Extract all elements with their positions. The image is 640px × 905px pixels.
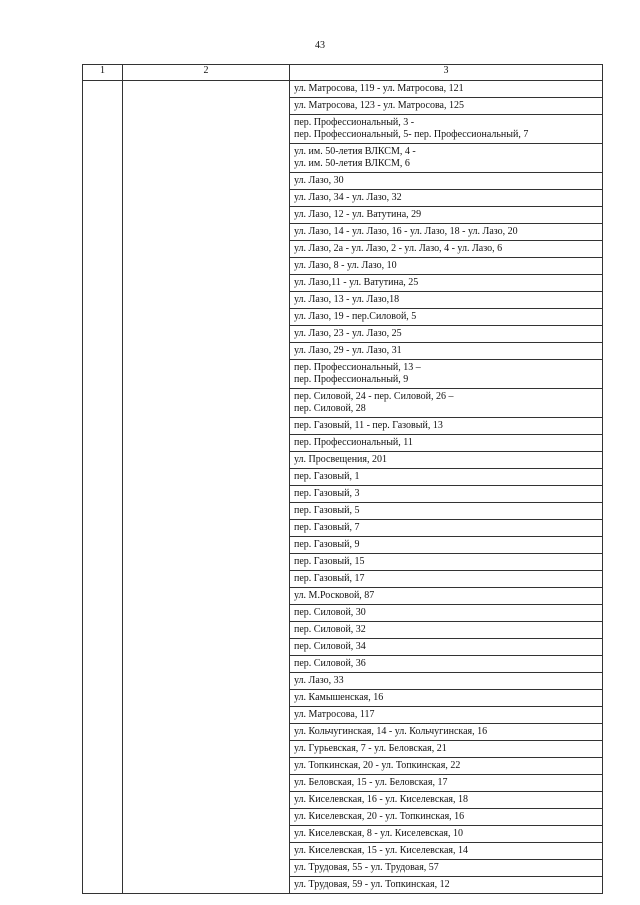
- address-cell: ул. Беловская, 15 - ул. Беловская, 17: [290, 775, 603, 792]
- address-cell: ул. Гурьевская, 7 - ул. Беловская, 21: [290, 741, 603, 758]
- address-cell: пер. Газовый, 3: [290, 486, 603, 503]
- address-cell: пер. Профессиональный, 13 – пер. Профессиональный, 9: [290, 360, 603, 389]
- column-1-cell: [83, 81, 123, 894]
- address-cell: ул. им. 50-летия ВЛКСМ, 4 - ул. им. 50-летия ВЛКСМ, 6: [290, 144, 603, 173]
- address-cell: пер. Газовый, 11 - пер. Газовый, 13: [290, 418, 603, 435]
- address-cell: ул. Камышенская, 16: [290, 690, 603, 707]
- header-col-3: 3: [290, 65, 603, 81]
- header-col-1: 1: [83, 65, 123, 81]
- header-row: [83, 65, 603, 81]
- address-cell: ул. Лазо, 2а - ул. Лазо, 2 - ул. Лазо, 4 - ул. Лазо, 6: [290, 241, 603, 258]
- address-cell: пер. Силовой, 36: [290, 656, 603, 673]
- address-cell: пер. Газовый, 5: [290, 503, 603, 520]
- address-cell: ул. Киселевская, 20 - ул. Топкинская, 16: [290, 809, 603, 826]
- address-cell: ул. Лазо, 13 - ул. Лазо,18: [290, 292, 603, 309]
- address-cell: пер. Газовый, 17: [290, 571, 603, 588]
- column-2-cell: [123, 81, 290, 894]
- address-cell: ул. Трудовая, 59 - ул. Топкинская, 12: [290, 877, 603, 894]
- address-cell: ул. Матросова, 117: [290, 707, 603, 724]
- address-cell: пер. Профессиональный, 11: [290, 435, 603, 452]
- address-table: [82, 64, 603, 894]
- address-cell: ул. Лазо, 8 - ул. Лазо, 10: [290, 258, 603, 275]
- address-cell: ул. Лазо, 23 - ул. Лазо, 25: [290, 326, 603, 343]
- address-cell: ул. Киселевская, 8 - ул. Киселевская, 10: [290, 826, 603, 843]
- address-cell: пер. Силовой, 34: [290, 639, 603, 656]
- address-cell: пер. Силовой, 24 - пер. Силовой, 26 – пер. Силовой, 28: [290, 389, 603, 418]
- address-cell: ул. Лазо, 30: [290, 173, 603, 190]
- address-cell: ул. Киселевская, 16 - ул. Киселевская, 18: [290, 792, 603, 809]
- address-cell: ул. Лазо, 19 - пер.Силовой, 5: [290, 309, 603, 326]
- address-cell: ул. М.Росковой, 87: [290, 588, 603, 605]
- address-cell: ул. Просвещения, 201: [290, 452, 603, 469]
- address-cell: пер. Силовой, 32: [290, 622, 603, 639]
- address-cell: ул. Лазо, 12 - ул. Ватутина, 29: [290, 207, 603, 224]
- address-cell: пер. Газовый, 9: [290, 537, 603, 554]
- address-cell: ул. Трудовая, 55 - ул. Трудовая, 57: [290, 860, 603, 877]
- address-cell: ул. Топкинская, 20 - ул. Топкинская, 22: [290, 758, 603, 775]
- address-cell: пер. Газовый, 7: [290, 520, 603, 537]
- table-body: [83, 81, 603, 894]
- address-cell: пер. Газовый, 1: [290, 469, 603, 486]
- address-cell: ул. Лазо, 14 - ул. Лазо, 16 - ул. Лазо, 18 - ул. Лазо, 20: [290, 224, 603, 241]
- address-cell: ул. Матросова, 123 - ул. Матросова, 125: [290, 98, 603, 115]
- address-cell: ул. Кольчугинская, 14 - ул. Кольчугинская, 16: [290, 724, 603, 741]
- address-cell: ул. Киселевская, 15 - ул. Киселевская, 14: [290, 843, 603, 860]
- address-cell: ул. Лазо, 34 - ул. Лазо, 32: [290, 190, 603, 207]
- address-cell: ул. Лазо,11 - ул. Ватутина, 25: [290, 275, 603, 292]
- table-row: [83, 81, 603, 98]
- header-col-2: 2: [123, 65, 290, 81]
- page-number: 43: [315, 40, 325, 51]
- address-cell: пер. Газовый, 15: [290, 554, 603, 571]
- address-cell: ул. Лазо, 33: [290, 673, 603, 690]
- address-cell: ул. Лазо, 29 - ул. Лазо, 31: [290, 343, 603, 360]
- address-cell: пер. Силовой, 30: [290, 605, 603, 622]
- address-cell: пер. Профессиональный, 3 - пер. Профессиональный, 5- пер. Профессиональный, 7: [290, 115, 603, 144]
- address-cell: ул. Матросова, 119 - ул. Матросова, 121: [290, 81, 603, 98]
